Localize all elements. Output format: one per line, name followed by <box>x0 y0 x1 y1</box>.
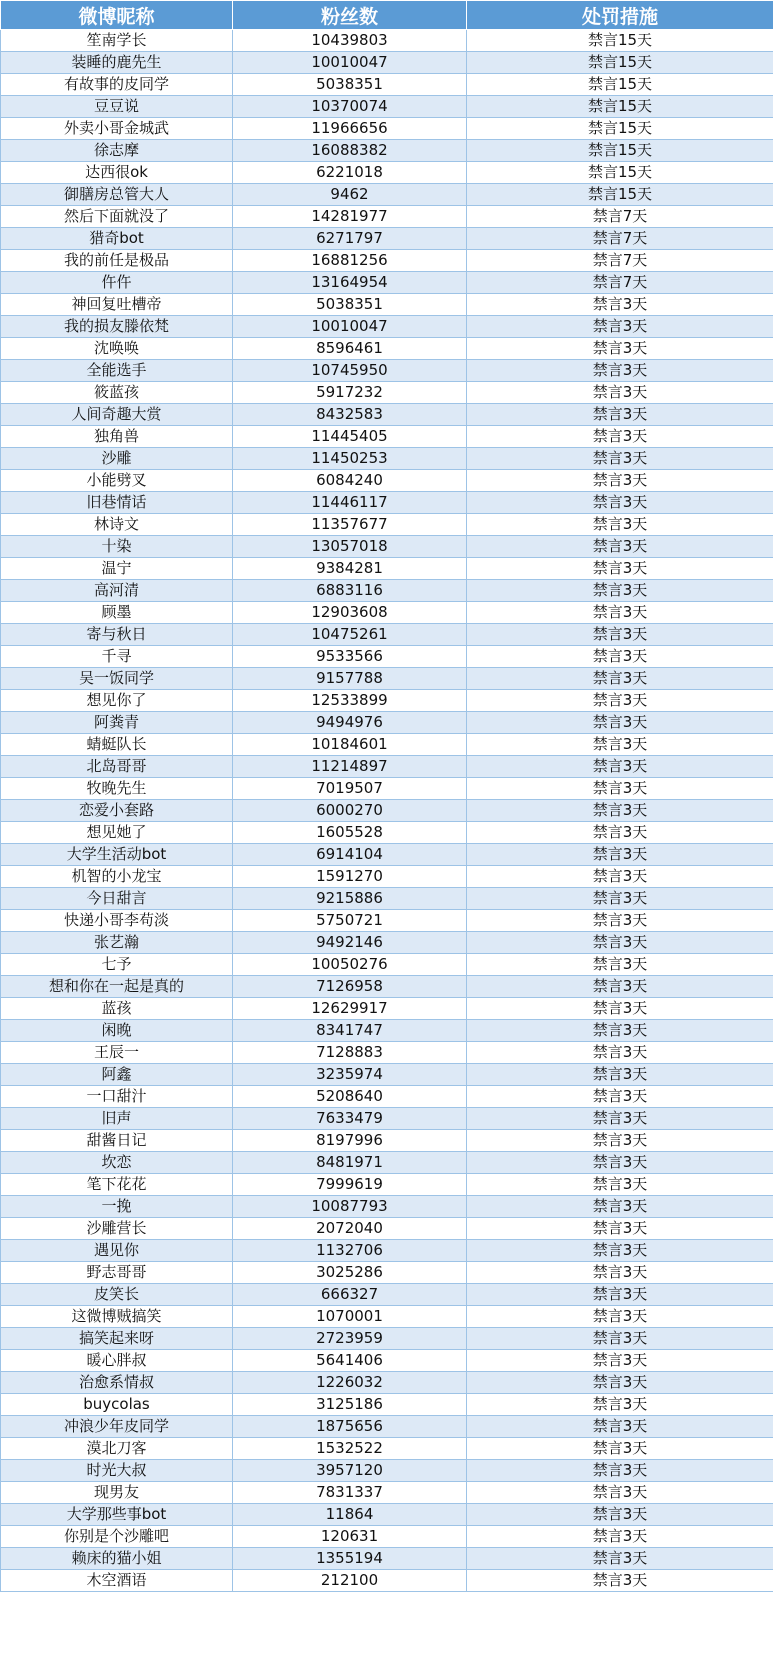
table-row <box>1 1350 773 1372</box>
table-row <box>1 118 773 140</box>
cell-penalty: 禁言7天 <box>467 272 773 294</box>
table-row <box>1 844 773 866</box>
cell-followers: 120631 <box>233 1526 467 1548</box>
cell-nickname: 我的损友滕依梵 <box>1 316 233 338</box>
cell-penalty: 禁言3天 <box>467 668 773 690</box>
cell-followers: 10184601 <box>233 734 467 756</box>
cell-penalty: 禁言15天 <box>467 52 773 74</box>
cell-followers: 1132706 <box>233 1240 467 1262</box>
cell-penalty: 禁言7天 <box>467 250 773 272</box>
cell-penalty: 禁言3天 <box>467 1108 773 1130</box>
cell-followers: 9492146 <box>233 932 467 954</box>
table-row <box>1 140 773 162</box>
cell-followers: 8596461 <box>233 338 467 360</box>
table-row <box>1 866 773 888</box>
table-row <box>1 910 773 932</box>
cell-nickname: 治愈系情叔 <box>1 1372 233 1394</box>
table-row <box>1 206 773 228</box>
cell-followers: 7019507 <box>233 778 467 800</box>
table-row <box>1 778 773 800</box>
cell-nickname: 遇见你 <box>1 1240 233 1262</box>
table-row <box>1 712 773 734</box>
cell-penalty: 禁言3天 <box>467 1020 773 1042</box>
table-row <box>1 228 773 250</box>
cell-penalty: 禁言15天 <box>467 118 773 140</box>
cell-followers: 9494976 <box>233 712 467 734</box>
cell-followers: 10745950 <box>233 360 467 382</box>
cell-nickname: 十染 <box>1 536 233 558</box>
cell-followers: 6000270 <box>233 800 467 822</box>
cell-followers: 11214897 <box>233 756 467 778</box>
cell-penalty: 禁言3天 <box>467 1218 773 1240</box>
cell-followers: 2072040 <box>233 1218 467 1240</box>
cell-penalty: 禁言3天 <box>467 1482 773 1504</box>
cell-followers: 666327 <box>233 1284 467 1306</box>
cell-followers: 9215886 <box>233 888 467 910</box>
cell-followers: 14281977 <box>233 206 467 228</box>
cell-nickname: 阿鑫 <box>1 1064 233 1086</box>
table-row <box>1 404 773 426</box>
cell-followers: 7128883 <box>233 1042 467 1064</box>
table-header <box>1 1 773 30</box>
cell-penalty: 禁言3天 <box>467 1328 773 1350</box>
table-row <box>1 316 773 338</box>
cell-penalty: 禁言3天 <box>467 338 773 360</box>
cell-followers: 6883116 <box>233 580 467 602</box>
cell-nickname: 我的前任是极品 <box>1 250 233 272</box>
cell-nickname: 仵仵 <box>1 272 233 294</box>
cell-nickname: 豆豆说 <box>1 96 233 118</box>
cell-nickname: 大学那些事bot <box>1 1504 233 1526</box>
cell-followers: 12629917 <box>233 998 467 1020</box>
cell-penalty: 禁言3天 <box>467 536 773 558</box>
cell-followers: 10087793 <box>233 1196 467 1218</box>
cell-followers: 16881256 <box>233 250 467 272</box>
header-nickname: 微博昵称 <box>1 1 233 30</box>
cell-nickname: 阿粪青 <box>1 712 233 734</box>
cell-penalty: 禁言3天 <box>467 492 773 514</box>
cell-followers: 5750721 <box>233 910 467 932</box>
cell-nickname: 想见她了 <box>1 822 233 844</box>
cell-nickname: 神回复吐槽帝 <box>1 294 233 316</box>
cell-penalty: 禁言3天 <box>467 976 773 998</box>
table-row <box>1 448 773 470</box>
cell-penalty: 禁言15天 <box>467 184 773 206</box>
cell-penalty: 禁言3天 <box>467 1306 773 1328</box>
cell-penalty: 禁言15天 <box>467 162 773 184</box>
cell-nickname: 筱蓝孩 <box>1 382 233 404</box>
cell-followers: 5038351 <box>233 74 467 96</box>
cell-nickname: buycolas <box>1 1394 233 1416</box>
cell-nickname: 你别是个沙雕吧 <box>1 1526 233 1548</box>
table-row <box>1 1064 773 1086</box>
cell-nickname: 想见你了 <box>1 690 233 712</box>
cell-nickname: 顾墨 <box>1 602 233 624</box>
table-row <box>1 52 773 74</box>
cell-penalty: 禁言3天 <box>467 1350 773 1372</box>
cell-nickname: 达西很ok <box>1 162 233 184</box>
table-row <box>1 360 773 382</box>
header-row <box>1 1 773 30</box>
cell-penalty: 禁言3天 <box>467 1174 773 1196</box>
cell-followers: 6914104 <box>233 844 467 866</box>
cell-nickname: 现男友 <box>1 1482 233 1504</box>
table-row <box>1 1240 773 1262</box>
cell-nickname: 甜酱日记 <box>1 1130 233 1152</box>
cell-nickname: 大学生活动bot <box>1 844 233 866</box>
cell-penalty: 禁言15天 <box>467 74 773 96</box>
cell-penalty: 禁言3天 <box>467 1064 773 1086</box>
cell-nickname: 笔下花花 <box>1 1174 233 1196</box>
cell-followers: 8197996 <box>233 1130 467 1152</box>
cell-penalty: 禁言3天 <box>467 624 773 646</box>
cell-followers: 10370074 <box>233 96 467 118</box>
cell-penalty: 禁言3天 <box>467 1152 773 1174</box>
cell-followers: 10010047 <box>233 52 467 74</box>
cell-penalty: 禁言3天 <box>467 734 773 756</box>
cell-penalty: 禁言3天 <box>467 448 773 470</box>
table-row <box>1 954 773 976</box>
cell-nickname: 皮笑长 <box>1 1284 233 1306</box>
cell-penalty: 禁言3天 <box>467 756 773 778</box>
table-row <box>1 1218 773 1240</box>
table-row <box>1 338 773 360</box>
cell-followers: 8481971 <box>233 1152 467 1174</box>
cell-nickname: 时光大叔 <box>1 1460 233 1482</box>
cell-penalty: 禁言3天 <box>467 954 773 976</box>
table-row <box>1 998 773 1020</box>
cell-followers: 10475261 <box>233 624 467 646</box>
cell-penalty: 禁言3天 <box>467 514 773 536</box>
cell-nickname: 恋爱小套路 <box>1 800 233 822</box>
table-row <box>1 1460 773 1482</box>
cell-penalty: 禁言3天 <box>467 1284 773 1306</box>
cell-penalty: 禁言3天 <box>467 426 773 448</box>
cell-penalty: 禁言3天 <box>467 580 773 602</box>
cell-followers: 3957120 <box>233 1460 467 1482</box>
cell-followers: 11445405 <box>233 426 467 448</box>
table-row <box>1 1130 773 1152</box>
cell-nickname: 旧声 <box>1 1108 233 1130</box>
cell-penalty: 禁言3天 <box>467 1372 773 1394</box>
cell-penalty: 禁言3天 <box>467 822 773 844</box>
cell-nickname: 沙雕营长 <box>1 1218 233 1240</box>
cell-nickname: 吴一饭同学 <box>1 668 233 690</box>
table-row <box>1 602 773 624</box>
cell-nickname: 然后下面就没了 <box>1 206 233 228</box>
cell-nickname: 张艺瀚 <box>1 932 233 954</box>
table-row <box>1 492 773 514</box>
cell-nickname: 一口甜汁 <box>1 1086 233 1108</box>
cell-penalty: 禁言3天 <box>467 1460 773 1482</box>
cell-followers: 6271797 <box>233 228 467 250</box>
cell-nickname: 千寻 <box>1 646 233 668</box>
table-row <box>1 1108 773 1130</box>
table-row <box>1 30 773 52</box>
cell-followers: 12903608 <box>233 602 467 624</box>
cell-followers: 3235974 <box>233 1064 467 1086</box>
table-row <box>1 272 773 294</box>
cell-penalty: 禁言3天 <box>467 1548 773 1570</box>
table-row <box>1 1438 773 1460</box>
cell-nickname: 野志哥哥 <box>1 1262 233 1284</box>
cell-penalty: 禁言3天 <box>467 932 773 954</box>
table-row <box>1 184 773 206</box>
table-row <box>1 470 773 492</box>
cell-penalty: 禁言3天 <box>467 910 773 932</box>
cell-penalty: 禁言3天 <box>467 778 773 800</box>
cell-nickname: 牧晚先生 <box>1 778 233 800</box>
table-row <box>1 668 773 690</box>
cell-penalty: 禁言3天 <box>467 1196 773 1218</box>
cell-followers: 2723959 <box>233 1328 467 1350</box>
cell-followers: 10010047 <box>233 316 467 338</box>
cell-penalty: 禁言3天 <box>467 382 773 404</box>
table-row <box>1 294 773 316</box>
cell-followers: 1532522 <box>233 1438 467 1460</box>
cell-followers: 9157788 <box>233 668 467 690</box>
table-row <box>1 1020 773 1042</box>
header-penalty: 处罚措施 <box>467 1 773 30</box>
cell-penalty: 禁言3天 <box>467 690 773 712</box>
cell-followers: 13057018 <box>233 536 467 558</box>
table-row <box>1 1196 773 1218</box>
table-row <box>1 1306 773 1328</box>
cell-penalty: 禁言3天 <box>467 800 773 822</box>
cell-penalty: 禁言3天 <box>467 1086 773 1108</box>
cell-followers: 10439803 <box>233 30 467 52</box>
cell-penalty: 禁言15天 <box>467 140 773 162</box>
cell-penalty: 禁言3天 <box>467 316 773 338</box>
table-row <box>1 580 773 602</box>
cell-nickname: 北岛哥哥 <box>1 756 233 778</box>
table-row <box>1 250 773 272</box>
cell-penalty: 禁言3天 <box>467 844 773 866</box>
cell-followers: 8341747 <box>233 1020 467 1042</box>
table-row <box>1 558 773 580</box>
cell-penalty: 禁言3天 <box>467 1262 773 1284</box>
table-row <box>1 426 773 448</box>
cell-followers: 9462 <box>233 184 467 206</box>
cell-nickname: 木空酒语 <box>1 1570 233 1592</box>
cell-nickname: 御膳房总管大人 <box>1 184 233 206</box>
cell-followers: 11357677 <box>233 514 467 536</box>
cell-followers: 5641406 <box>233 1350 467 1372</box>
cell-followers: 1605528 <box>233 822 467 844</box>
cell-nickname: 快递小哥李苟淡 <box>1 910 233 932</box>
cell-nickname: 机智的小龙宝 <box>1 866 233 888</box>
cell-penalty: 禁言3天 <box>467 1394 773 1416</box>
cell-penalty: 禁言3天 <box>467 1526 773 1548</box>
cell-nickname: 王辰一 <box>1 1042 233 1064</box>
cell-nickname: 闲晚 <box>1 1020 233 1042</box>
cell-nickname: 装睡的鹿先生 <box>1 52 233 74</box>
cell-penalty: 禁言3天 <box>467 1504 773 1526</box>
table-row <box>1 1328 773 1350</box>
table-row <box>1 382 773 404</box>
cell-followers: 1355194 <box>233 1548 467 1570</box>
cell-followers: 7831337 <box>233 1482 467 1504</box>
cell-penalty: 禁言3天 <box>467 1570 773 1592</box>
table-row <box>1 536 773 558</box>
table-row <box>1 96 773 118</box>
cell-followers: 11966656 <box>233 118 467 140</box>
cell-nickname: 今日甜言 <box>1 888 233 910</box>
cell-nickname: 有故事的皮同学 <box>1 74 233 96</box>
table-row <box>1 1548 773 1570</box>
cell-nickname: 猎奇bot <box>1 228 233 250</box>
cell-penalty: 禁言3天 <box>467 470 773 492</box>
cell-followers: 11450253 <box>233 448 467 470</box>
cell-nickname: 一挽 <box>1 1196 233 1218</box>
cell-followers: 11446117 <box>233 492 467 514</box>
cell-penalty: 禁言3天 <box>467 712 773 734</box>
cell-followers: 1591270 <box>233 866 467 888</box>
cell-followers: 16088382 <box>233 140 467 162</box>
table-row <box>1 162 773 184</box>
cell-nickname: 漠北刀客 <box>1 1438 233 1460</box>
table-row <box>1 1394 773 1416</box>
cell-penalty: 禁言15天 <box>467 30 773 52</box>
table-row <box>1 1570 773 1592</box>
cell-penalty: 禁言3天 <box>467 866 773 888</box>
cell-nickname: 高河清 <box>1 580 233 602</box>
table-row <box>1 646 773 668</box>
cell-nickname: 笙南学长 <box>1 30 233 52</box>
cell-followers: 6221018 <box>233 162 467 184</box>
cell-penalty: 禁言3天 <box>467 404 773 426</box>
cell-nickname: 搞笑起来呀 <box>1 1328 233 1350</box>
cell-followers: 10050276 <box>233 954 467 976</box>
cell-followers: 6084240 <box>233 470 467 492</box>
cell-penalty: 禁言3天 <box>467 1130 773 1152</box>
table-row <box>1 976 773 998</box>
cell-nickname: 独角兽 <box>1 426 233 448</box>
cell-nickname: 人间奇趣大赏 <box>1 404 233 426</box>
cell-nickname: 想和你在一起是真的 <box>1 976 233 998</box>
cell-followers: 3125186 <box>233 1394 467 1416</box>
cell-nickname: 蓝孩 <box>1 998 233 1020</box>
cell-penalty: 禁言3天 <box>467 1240 773 1262</box>
cell-nickname: 徐志摩 <box>1 140 233 162</box>
cell-nickname: 小能劈叉 <box>1 470 233 492</box>
cell-penalty: 禁言3天 <box>467 1042 773 1064</box>
cell-followers: 5038351 <box>233 294 467 316</box>
table-row <box>1 74 773 96</box>
cell-followers: 11864 <box>233 1504 467 1526</box>
cell-followers: 7999619 <box>233 1174 467 1196</box>
cell-nickname: 沈唤唤 <box>1 338 233 360</box>
cell-penalty: 禁言3天 <box>467 558 773 580</box>
cell-penalty: 禁言3天 <box>467 998 773 1020</box>
table-row <box>1 800 773 822</box>
table-row <box>1 1504 773 1526</box>
cell-nickname: 外卖小哥金城武 <box>1 118 233 140</box>
cell-followers: 212100 <box>233 1570 467 1592</box>
table-body <box>1 30 773 1592</box>
cell-penalty: 禁言7天 <box>467 206 773 228</box>
cell-followers: 9384281 <box>233 558 467 580</box>
table-row <box>1 1284 773 1306</box>
cell-nickname: 旧巷情话 <box>1 492 233 514</box>
table-row <box>1 1086 773 1108</box>
cell-penalty: 禁言3天 <box>467 360 773 382</box>
cell-penalty: 禁言3天 <box>467 602 773 624</box>
cell-nickname: 蜻蜓队长 <box>1 734 233 756</box>
table-row <box>1 1152 773 1174</box>
cell-followers: 1875656 <box>233 1416 467 1438</box>
table-row <box>1 514 773 536</box>
header-followers: 粉丝数 <box>233 1 467 30</box>
cell-followers: 8432583 <box>233 404 467 426</box>
cell-followers: 7633479 <box>233 1108 467 1130</box>
table-row <box>1 932 773 954</box>
cell-followers: 1226032 <box>233 1372 467 1394</box>
cell-nickname: 冲浪少年皮同学 <box>1 1416 233 1438</box>
table-row <box>1 734 773 756</box>
cell-penalty: 禁言3天 <box>467 646 773 668</box>
cell-nickname: 暖心胖叔 <box>1 1350 233 1372</box>
cell-followers: 5208640 <box>233 1086 467 1108</box>
cell-nickname: 温宁 <box>1 558 233 580</box>
table-row <box>1 1372 773 1394</box>
cell-nickname: 这微博贼搞笑 <box>1 1306 233 1328</box>
cell-nickname: 寄与秋日 <box>1 624 233 646</box>
cell-followers: 7126958 <box>233 976 467 998</box>
cell-followers: 9533566 <box>233 646 467 668</box>
cell-penalty: 禁言15天 <box>467 96 773 118</box>
cell-nickname: 沙雕 <box>1 448 233 470</box>
table-row <box>1 1416 773 1438</box>
table-row <box>1 1526 773 1548</box>
cell-penalty: 禁言7天 <box>467 228 773 250</box>
cell-nickname: 全能选手 <box>1 360 233 382</box>
cell-followers: 13164954 <box>233 272 467 294</box>
cell-penalty: 禁言3天 <box>467 888 773 910</box>
cell-penalty: 禁言3天 <box>467 1416 773 1438</box>
cell-nickname: 坎恋 <box>1 1152 233 1174</box>
table-row <box>1 756 773 778</box>
cell-nickname: 林诗文 <box>1 514 233 536</box>
table-row <box>1 1042 773 1064</box>
table-row <box>1 624 773 646</box>
cell-nickname: 赖床的猫小姐 <box>1 1548 233 1570</box>
table-row <box>1 888 773 910</box>
table-row <box>1 1262 773 1284</box>
cell-followers: 12533899 <box>233 690 467 712</box>
table-row <box>1 822 773 844</box>
table-row <box>1 1482 773 1504</box>
cell-followers: 3025286 <box>233 1262 467 1284</box>
table-row <box>1 690 773 712</box>
cell-penalty: 禁言3天 <box>467 1438 773 1460</box>
cell-nickname: 七予 <box>1 954 233 976</box>
cell-penalty: 禁言3天 <box>467 294 773 316</box>
cell-followers: 5917232 <box>233 382 467 404</box>
cell-followers: 1070001 <box>233 1306 467 1328</box>
table-row <box>1 1174 773 1196</box>
